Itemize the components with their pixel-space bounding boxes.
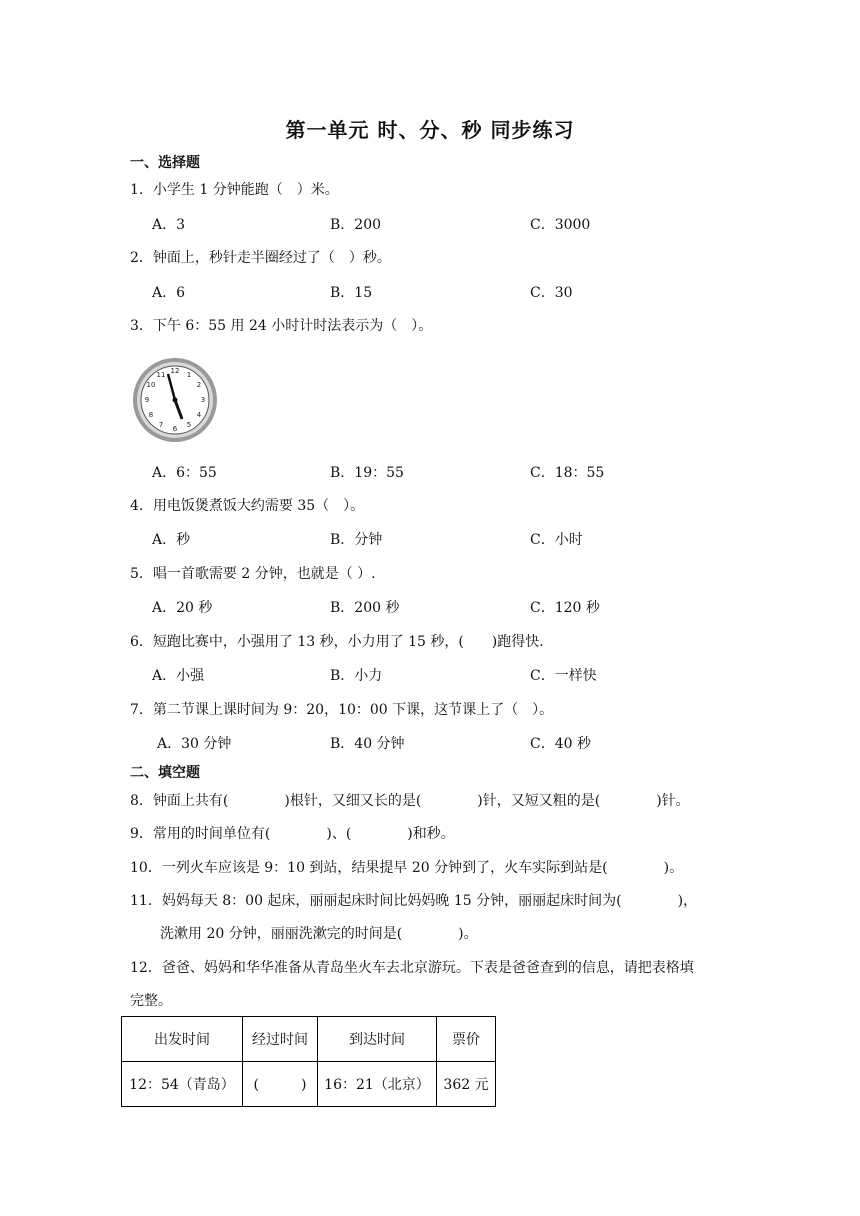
question-12: 12．爸爸、妈妈和华华准备从青岛坐火车去北京游玩。下表是爸爸查到的信息，请把表格填 (130, 960, 694, 976)
option-1a: A．3 (152, 217, 186, 233)
option-1b: B．200 (330, 217, 382, 233)
svg-text:3: 3 (200, 396, 206, 404)
question-11-continued: 洗漱用 20 分钟，丽丽洗漱完的时间是( )。 (160, 926, 478, 942)
question-2: 2．钟面上，秒针走半圈经过了（ ）秒。 (130, 250, 391, 266)
train-info-table (121, 1016, 496, 1107)
question-12-continued: 完整。 (130, 993, 172, 1009)
option-2b: B．15 (330, 285, 373, 301)
svg-text:7: 7 (158, 421, 164, 429)
option-4a: A．秒 (152, 532, 191, 548)
question-6: 6．短跑比赛中，小强用了 13 秒，小力用了 15 秒，( )跑得快. (130, 634, 544, 650)
option-7b: B．40 分钟 (330, 736, 405, 752)
question-10: 10．一列火车应该是 9：10 到站，结果提早 20 分钟到了，火车实际到站是( )。 (130, 860, 684, 876)
option-7c: C．40 秒 (530, 736, 591, 752)
svg-text:5: 5 (186, 421, 192, 429)
option-4c: C．小时 (530, 532, 583, 548)
option-6b: B．小力 (330, 668, 383, 684)
question-4: 4．用电饭煲煮饭大约需要 35（ ）。 (130, 498, 365, 514)
option-5c: C．120 秒 (530, 600, 600, 616)
option-4b: B．分钟 (330, 532, 383, 548)
question-8: 8．钟面上共有( )根针，又细又长的是( )针，又短又粗的是( )针。 (130, 793, 690, 809)
option-3c: C．18：55 (530, 465, 605, 481)
table-header: 票价 (437, 1017, 496, 1062)
svg-text:2: 2 (196, 381, 202, 389)
question-7: 7．第二节课上课时间为 9：20，10：00 下课，这节课上了（ ）。 (130, 702, 554, 718)
question-11: 11．妈妈每天 8：00 起床，丽丽起床时间比妈妈晚 15 分钟，丽丽起床时间为( )， (130, 893, 698, 909)
option-6a: A．小强 (152, 668, 205, 684)
analog-clock-icon (130, 356, 220, 444)
section-fill: 二、填空题 (130, 765, 200, 781)
option-3b: B．19：55 (330, 465, 404, 481)
svg-text:1: 1 (186, 371, 192, 379)
option-5a: A．20 秒 (152, 600, 213, 616)
table-header: 经过时间 (243, 1017, 318, 1062)
question-9: 9．常用的时间单位有( )、( )和秒。 (130, 826, 455, 842)
question-1: 1．小学生 1 分钟能跑（ ）米。 (130, 182, 339, 198)
table-cell: 362 元 (437, 1062, 496, 1107)
option-2c: C．30 (530, 285, 573, 301)
svg-text:8: 8 (148, 411, 154, 419)
table-header-row (122, 1017, 496, 1062)
table-cell: 16：21（北京） (318, 1062, 437, 1107)
svg-text:12: 12 (170, 367, 180, 375)
option-7a: A．30 分钟 (157, 736, 232, 752)
question-5: 5．唱一首歌需要 2 分钟，也就是（ ）. (130, 566, 376, 582)
option-3a: A．6：55 (152, 465, 217, 481)
svg-text:10: 10 (146, 381, 156, 389)
svg-text:9: 9 (144, 396, 150, 404)
section-choice: 一、选择题 (130, 155, 200, 171)
table-cell-blank: ( ) (243, 1062, 318, 1107)
svg-text:4: 4 (196, 411, 202, 419)
option-6c: C．一样快 (530, 668, 597, 684)
table-header: 到达时间 (318, 1017, 437, 1062)
question-3: 3．下午 6：55 用 24 小时计时法表示为（ ）。 (130, 318, 433, 334)
table-header: 出发时间 (122, 1017, 243, 1062)
table-row (122, 1062, 496, 1107)
svg-text:6: 6 (172, 425, 178, 433)
page-title: 第一单元 时、分、秒 同步练习 (285, 118, 575, 142)
option-1c: C．3000 (530, 217, 591, 233)
table-cell: 12：54（青岛） (122, 1062, 243, 1107)
option-2a: A．6 (152, 285, 186, 301)
option-5b: B．200 秒 (330, 600, 400, 616)
svg-text:11: 11 (156, 371, 166, 379)
